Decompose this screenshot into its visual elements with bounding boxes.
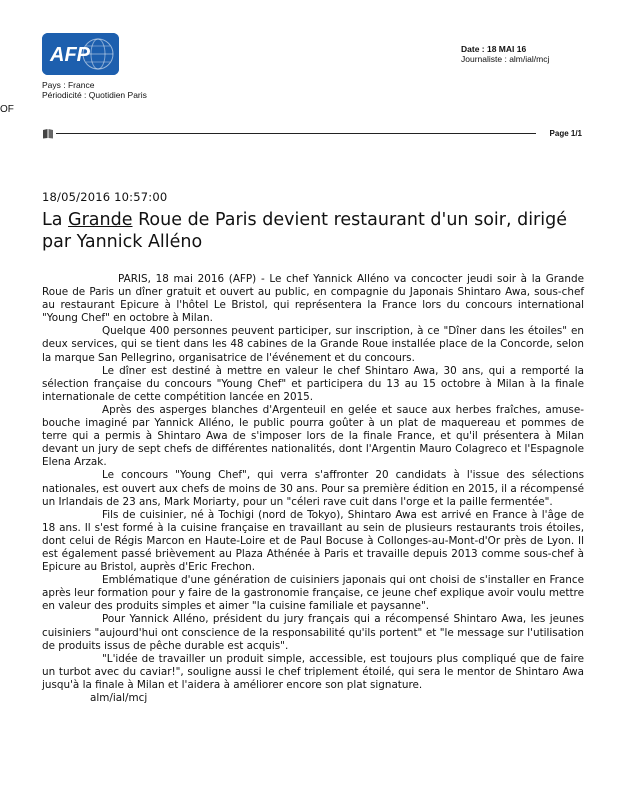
page-number: Page 1/1 bbox=[549, 129, 582, 138]
page-rule bbox=[42, 127, 582, 141]
paragraph: Emblématique d'une génération de cuisiniers japonais qui ont choisi de s'installer en France après leur formation pour y faire de la gastronomie française, ce jeune chef explique avoir voulu mettre en valeur des produits simples et aimer "la cuisine familiale et paysanne". bbox=[42, 574, 584, 613]
journalist-label: Journaliste : alm/ial/mcj bbox=[461, 54, 550, 64]
headline-end: Roue de Paris devient restaurant d'un soir, dirigé par Yannick Alléno bbox=[42, 210, 567, 252]
article bbox=[42, 190, 584, 705]
article-timestamp: 18/05/2016 10:57:00 bbox=[42, 190, 168, 204]
headline-highlight: Grande bbox=[68, 210, 133, 230]
afp-logo bbox=[42, 33, 119, 75]
meta-right bbox=[461, 44, 549, 64]
book-icon bbox=[42, 128, 54, 139]
article-signature: alm/ial/mcj bbox=[90, 692, 148, 704]
afp-logo-icon bbox=[42, 33, 119, 75]
cutoff-text: OF bbox=[0, 104, 14, 115]
paragraph: Quelque 400 personnes peuvent participer, sur inscription, à ce "Dîner dans les étoiles" en deux services, qui se tient dans les 48 cabines de la Grande Roue installée place de la Concorde, selon la marque San Pellegrino, organisatrice de l'événement et du concours. bbox=[42, 325, 584, 364]
paragraph: Pour Yannick Alléno, président du jury français qui a récompensé Shintaro Awa, les jeunes cuisiniers "aujourd'hui ont conscience de la responsabilité qu'ils portent" et "le message sur l'utilisation de produits issus de pêche durable est acquis". bbox=[42, 613, 584, 652]
article-headline bbox=[42, 209, 584, 253]
paragraph: "L'idée de travailler un produit simple, accessible, est toujours plus compliqué que de faire un turbot avec du caviar!", souligne aussi le chef triplement étoilé, qui sera le mentor de Shintaro Awa jusqu'à la finale à Milan et l'aidera à améliorer encore son plat signature. bbox=[42, 652, 584, 691]
paragraph: Fils de cuisinier, né à Tochigi (nord de Tokyo), Shintaro Awa est arrivé en France à l'âge de 18 ans. Il s'est formé à la cuisine française en travaillant au sein de plusieurs restaurants trois étoiles, dont celui de Régis Marcon en Haute-Loire et de Paul Bocuse à Collonges-au-Mont-d'Or près de Lyon. Il est également passé brièvement au Plaza Athénée à Paris et travaille depuis 2013 comme sous-chef à Epicure au Bristol, auprès d'Eric Frechon. bbox=[42, 508, 584, 574]
date-label: Date : 18 MAI 16 bbox=[461, 44, 527, 54]
afp-logo-text: AFP bbox=[50, 44, 90, 66]
paragraph: Le dîner est destiné à mettre en valeur le chef Shintaro Awa, 30 ans, qui a remporté la sélection française du concours "Young Chef" et participera du 13 au 15 octobre à Milan à la finale internationale de cette compétition lancée en 2015. bbox=[42, 364, 584, 403]
country-label: Pays : France bbox=[42, 80, 95, 90]
meta-left bbox=[42, 80, 147, 100]
headline-start: La bbox=[42, 210, 69, 230]
periodicity-label: Périodicité : Quotidien Paris bbox=[42, 90, 147, 100]
article-body bbox=[42, 273, 584, 692]
paragraph: PARIS, 18 mai 2016 (AFP) - Le chef Yannick Alléno va concocter jeudi soir à la Grande Roue de Paris un dîner gratuit et ouvert au public, en compagnie du Japonais Shintaro Awa, sous-chef au restaurant Epicure à l'hôtel Le Bristol, qui représentera la France lors du concours international "Young Chef" en octobre à Milan. bbox=[42, 273, 584, 325]
paragraph: Le concours "Young Chef", qui verra s'affronter 20 candidats à l'issue des sélections nationales, est ouvert aux chefs de moins de 30 ans. Pour sa première édition en 2015, il a récompensé un Irlandais de 23 ans, Mark Moriarty, pour un "céleri rave cuit dans l'orge et la paille fermentée". bbox=[42, 469, 584, 508]
rule-line bbox=[56, 133, 536, 134]
paragraph: Après des asperges blanches d'Argenteuil en gelée et sauce aux herbes fraîches, amuse-bouche imaginé par Yannick Alléno, le public pourra goûter à un plat de maquereau et pommes de terre qui a permis à Shintaro Awa de s'imposer lors de la finale France, et qu'il présentera à Milan devant un jury de sept chefs de différentes nationalités, dont l'Argentin Mauro Colagreco et l'Espagnole Elena Arzak. bbox=[42, 403, 584, 469]
